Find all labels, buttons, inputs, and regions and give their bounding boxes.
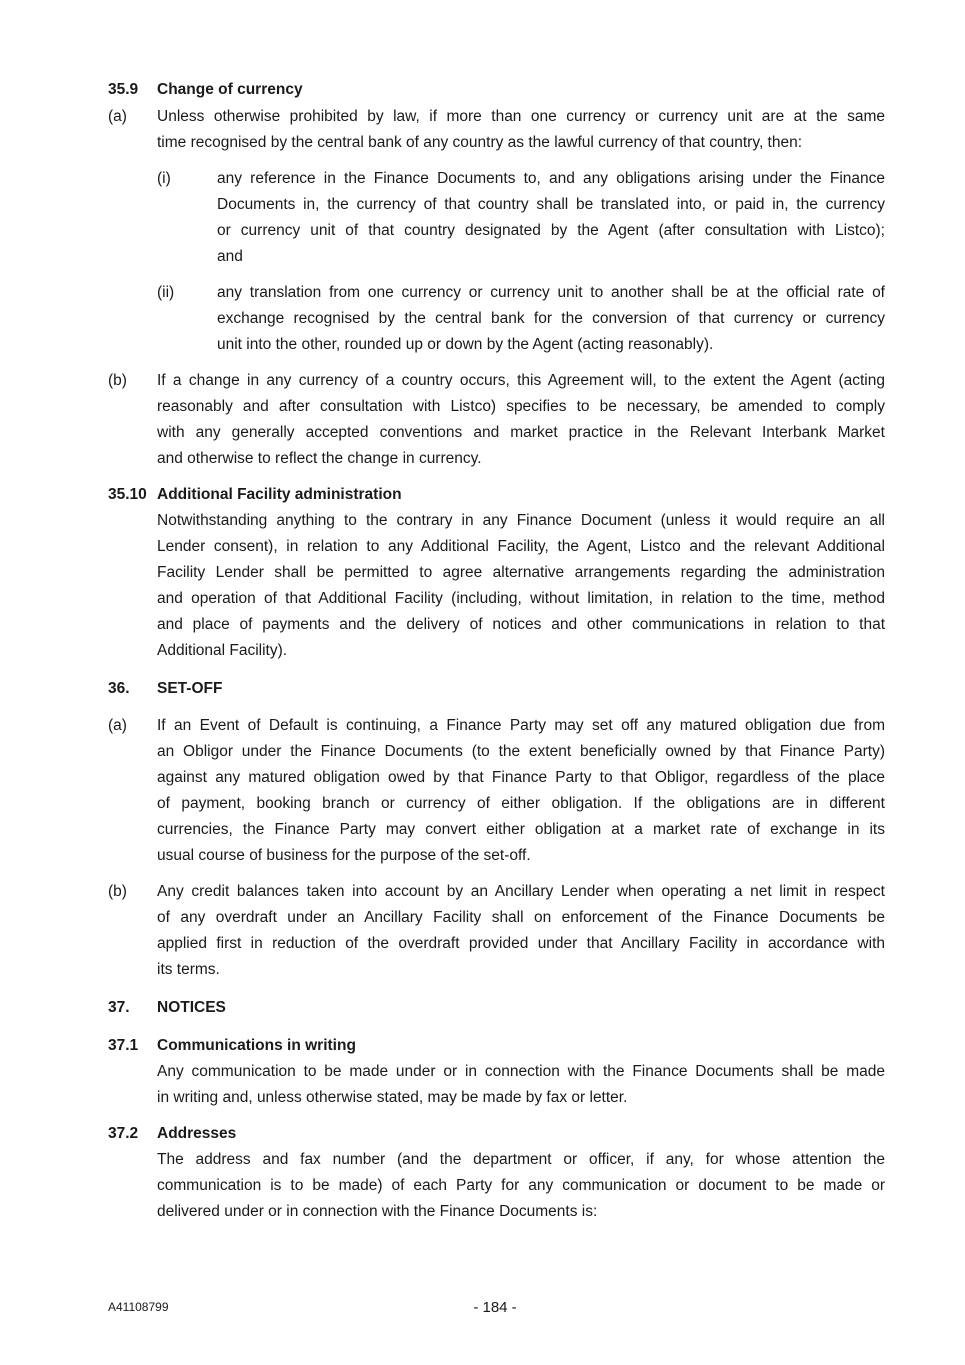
paragraph-line: and bbox=[217, 248, 243, 265]
paragraph-line: Notwithstanding anything to the contrary in any Finance Document (unless it would require an all bbox=[157, 512, 885, 529]
section-heading: Additional Facility administration bbox=[157, 486, 402, 503]
paragraph-line: exchange recognised by the central bank for the conversion of that currency or currency bbox=[217, 310, 885, 327]
subclause-label: (i) bbox=[157, 170, 171, 187]
clause-label: (a) bbox=[108, 108, 127, 125]
paragraph-line: its terms. bbox=[157, 961, 220, 978]
paragraph-line: delivered under or in connection with the Finance Documents is: bbox=[157, 1203, 598, 1220]
section-number: 37.2 bbox=[108, 1125, 139, 1142]
section-heading: Addresses bbox=[157, 1125, 237, 1142]
paragraph-line: If a change in any currency of a country occurs, this Agreement will, to the extent the Agent (acting bbox=[157, 372, 885, 389]
paragraph-line: in writing and, unless otherwise stated, may be made by fax or letter. bbox=[157, 1089, 628, 1106]
subclause-label: (ii) bbox=[157, 284, 175, 301]
paragraph-line: of payment, booking branch or currency of either obligation. If the obligations are in different bbox=[157, 795, 885, 812]
paragraph-line: applied first in reduction of the overdraft provided under that Ancillary Facility in accordance with bbox=[157, 935, 885, 952]
clause-label: (b) bbox=[108, 372, 127, 389]
section-number: 35.10 bbox=[108, 486, 147, 503]
paragraph-line: with any generally accepted conventions and market practice in the Relevant Interbank Market bbox=[157, 424, 885, 441]
clause-label: (a) bbox=[108, 717, 127, 734]
paragraph-line: usual course of business for the purpose of the set-off. bbox=[157, 847, 531, 864]
paragraph-line: and otherwise to reflect the change in currency. bbox=[157, 450, 482, 467]
paragraph-line: or currency unit of that country designated by the Agent (after consultation with Listco); bbox=[217, 222, 885, 239]
paragraph-line: time recognised by the central bank of any country as the lawful currency of that country, then: bbox=[157, 134, 803, 151]
section-heading: Communications in writing bbox=[157, 1037, 356, 1054]
paragraph-line: If an Event of Default is continuing, a Finance Party may set off any matured obligation due from bbox=[157, 717, 885, 734]
paragraph-line: Unless otherwise prohibited by law, if more than one currency or currency unit are at the same bbox=[157, 108, 885, 125]
paragraph-line: of any overdraft under an Ancillary Facility shall on enforcement of the Finance Documents be bbox=[157, 909, 885, 926]
page-number: - 184 - bbox=[473, 1299, 517, 1316]
section-heading: SET-OFF bbox=[157, 680, 223, 697]
paragraph-line: reasonably and after consultation with Listco) specifies to be necessary, be amended to comply bbox=[157, 398, 885, 415]
clause-label: (b) bbox=[108, 883, 127, 900]
paragraph-line: Additional Facility). bbox=[157, 642, 288, 659]
paragraph-line: against any matured obligation owed by that Finance Party to that Obligor, regardless of the place bbox=[157, 769, 885, 786]
paragraph-line: an Obligor under the Finance Documents (to the extent beneficially owned by that Finance Party) bbox=[157, 743, 885, 760]
paragraph-line: any reference in the Finance Documents to, and any obligations arising under the Finance bbox=[217, 170, 885, 187]
section-number: 37. bbox=[108, 999, 130, 1016]
section-number: 37.1 bbox=[108, 1037, 139, 1054]
paragraph-line: Facility Lender shall be permitted to agree alternative arrangements regarding the administration bbox=[157, 564, 885, 581]
section-heading: NOTICES bbox=[157, 999, 226, 1016]
paragraph-line: Any credit balances taken into account by an Ancillary Lender when operating a net limit in respect bbox=[157, 883, 885, 900]
paragraph-line: any translation from one currency or currency unit to another shall be at the official rate of bbox=[217, 284, 885, 301]
section-heading: Change of currency bbox=[157, 81, 303, 98]
paragraph-line: Documents in, the currency of that country shall be translated into, or paid in, the currency bbox=[217, 196, 885, 213]
document-reference: A41108799 bbox=[108, 1300, 169, 1314]
paragraph-line: currencies, the Finance Party may convert either obligation at a market rate of exchange in its bbox=[157, 821, 885, 838]
paragraph-line: and place of payments and the delivery of notices and other communications in relation to that bbox=[157, 616, 885, 633]
paragraph-line: communication is to be made) of each Party for any communication or document to be made or bbox=[157, 1177, 885, 1194]
paragraph-line: Any communication to be made under or in connection with the Finance Documents shall be made bbox=[157, 1063, 885, 1080]
paragraph-line: unit into the other, rounded up or down by the Agent (acting reasonably). bbox=[217, 336, 714, 353]
section-number: 35.9 bbox=[108, 81, 139, 98]
paragraph-line: The address and fax number (and the department or officer, if any, for whose attention the bbox=[157, 1151, 885, 1168]
paragraph-line: Lender consent), in relation to any Additional Facility, the Agent, Listco and the relevant Additional bbox=[157, 538, 885, 555]
section-number: 36. bbox=[108, 680, 130, 697]
paragraph-line: and operation of that Additional Facility (including, without limitation, in relation to the time, method bbox=[157, 590, 885, 607]
